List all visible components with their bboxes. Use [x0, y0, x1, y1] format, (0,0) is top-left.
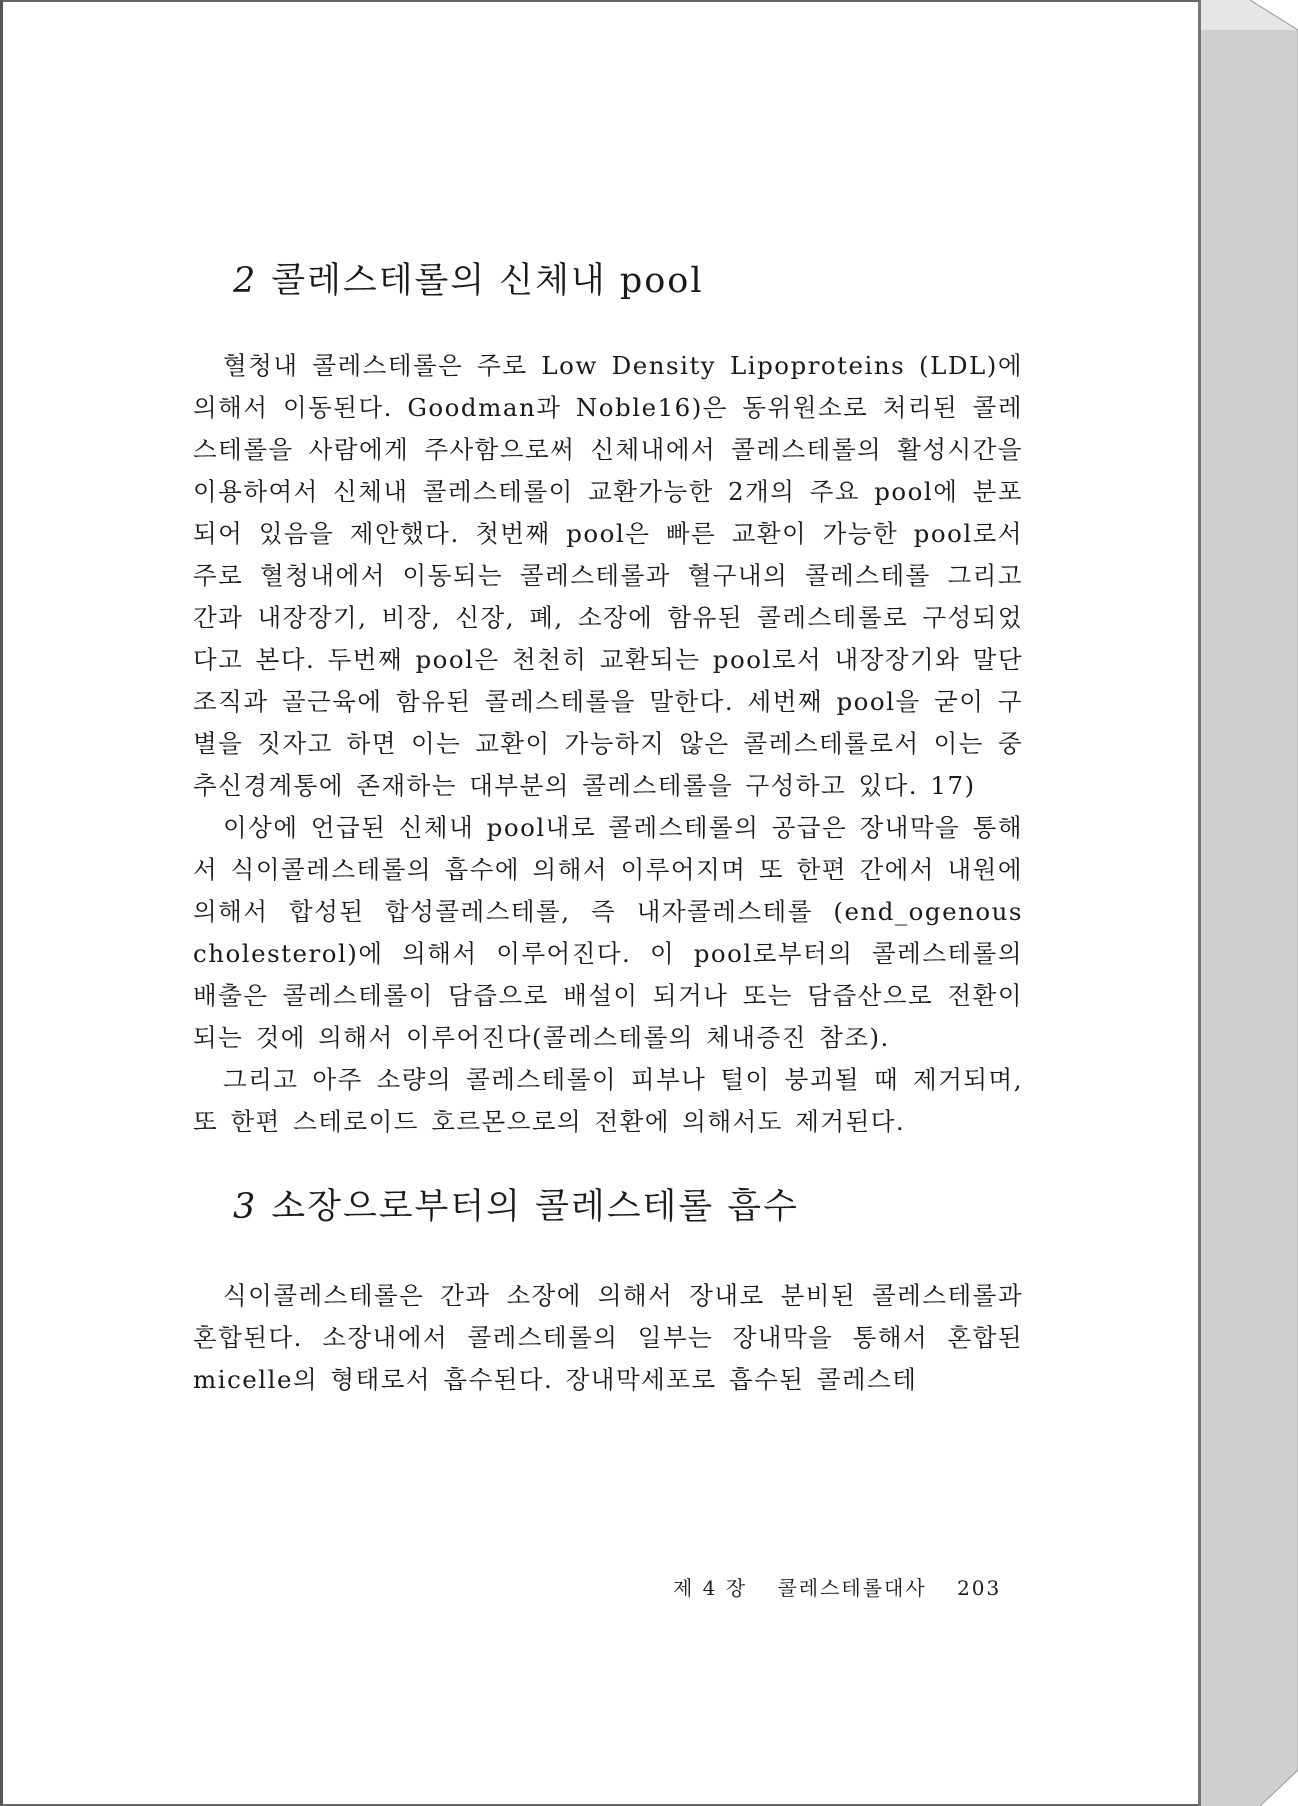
- section-number: 2: [233, 261, 258, 301]
- running-footer: [673, 1572, 1001, 1601]
- section-number: 3: [233, 1187, 258, 1227]
- page-content: [193, 257, 1023, 1401]
- paragraph: 식이콜레스테롤은 간과 소장에 의해서 장내로 분비된 콜레스테롤과 혼합된다. 소장내에서 콜레스테롤의 일부는 장내막을 통해서 혼합된 micelle의 형태로서 흡수된다. 장내막세포로 흡수된 콜레스테: [193, 1281, 1023, 1394]
- book-edge: [1200, 0, 1298, 1806]
- book-edge-shape: [1200, 0, 1298, 1806]
- paragraph: 이상에 언급된 신체내 pool내로 콜레스테롤의 공급은 장내막을 통해서 식이콜레스테롤의 흡수에 의해서 이루어지며 또 한편 간에서 내원에 의해서 합성된 합성콜레스테롤, 즉 내자콜레스테롤 (end_ogenous cholesterol)에 의해서 이루어진다. 이 pool로부터의 콜레스테롤의 배출은 콜레스테롤이 담즙으로 배설이 되거나 또는 담즙산으로 전환이 되는 것에 의해서 이루어진다(콜레스테롤의 체내증진 참조).: [193, 813, 1023, 1052]
- page-number: 203: [957, 1576, 1002, 1600]
- section-title: 소장으로부터의 콜레스테롤 흡수: [271, 1187, 799, 1227]
- section-heading-2: [193, 257, 1023, 305]
- paragraph: 그리고 아주 소량의 콜레스테롤이 피부나 털이 붕괴될 때 제거되며, 또 한편 스테로이드 호르몬으로의 전환에 의해서도 제거된다.: [193, 1065, 1023, 1136]
- footer-chapter: 제 4 장: [673, 1576, 748, 1600]
- section-heading-3: [193, 1183, 1023, 1231]
- footer-chapter-title: 콜레스테롤대사: [777, 1576, 927, 1600]
- section-title: 콜레스테롤의 신체내 pool: [271, 261, 704, 301]
- paragraph: 혈청내 콜레스테롤은 주로 Low Density Lipoproteins (LDL)에 의해서 이동된다. Goodman과 Noble16)은 동위원소로 처리된 콜레스테롤을 사람에게 주사함으로써 신체내에서 콜레스테롤의 활성시간을 이용하여서 신체내 콜레스테롤이 교환가능한 2개의 주요 pool에 분포되어 있음을 제안했다. 첫번째 pool은 빠른 교환이 가능한 pool로서 주로 혈청내에서 이동되는 콜레스테롤과 혈구내의 콜레스테롤 그리고 간과 내장장기, 비장, 신장, 폐, 소장에 함유된 콜레스테롤로 구성되었다고 본다. 두번째 pool은 천천히 교환되는 pool로서 내장장기와 말단조직과 골근육에 함유된 콜레스테롤을 말한다. 세번째 pool을 굳이 구별을 짓자고 하면 이는 교환이 가능하지 않은 콜레스테롤로서 이는 중추신경계통에 존재하는 대부분의 콜레스테롤을 구성하고 있다. 17): [193, 351, 1023, 800]
